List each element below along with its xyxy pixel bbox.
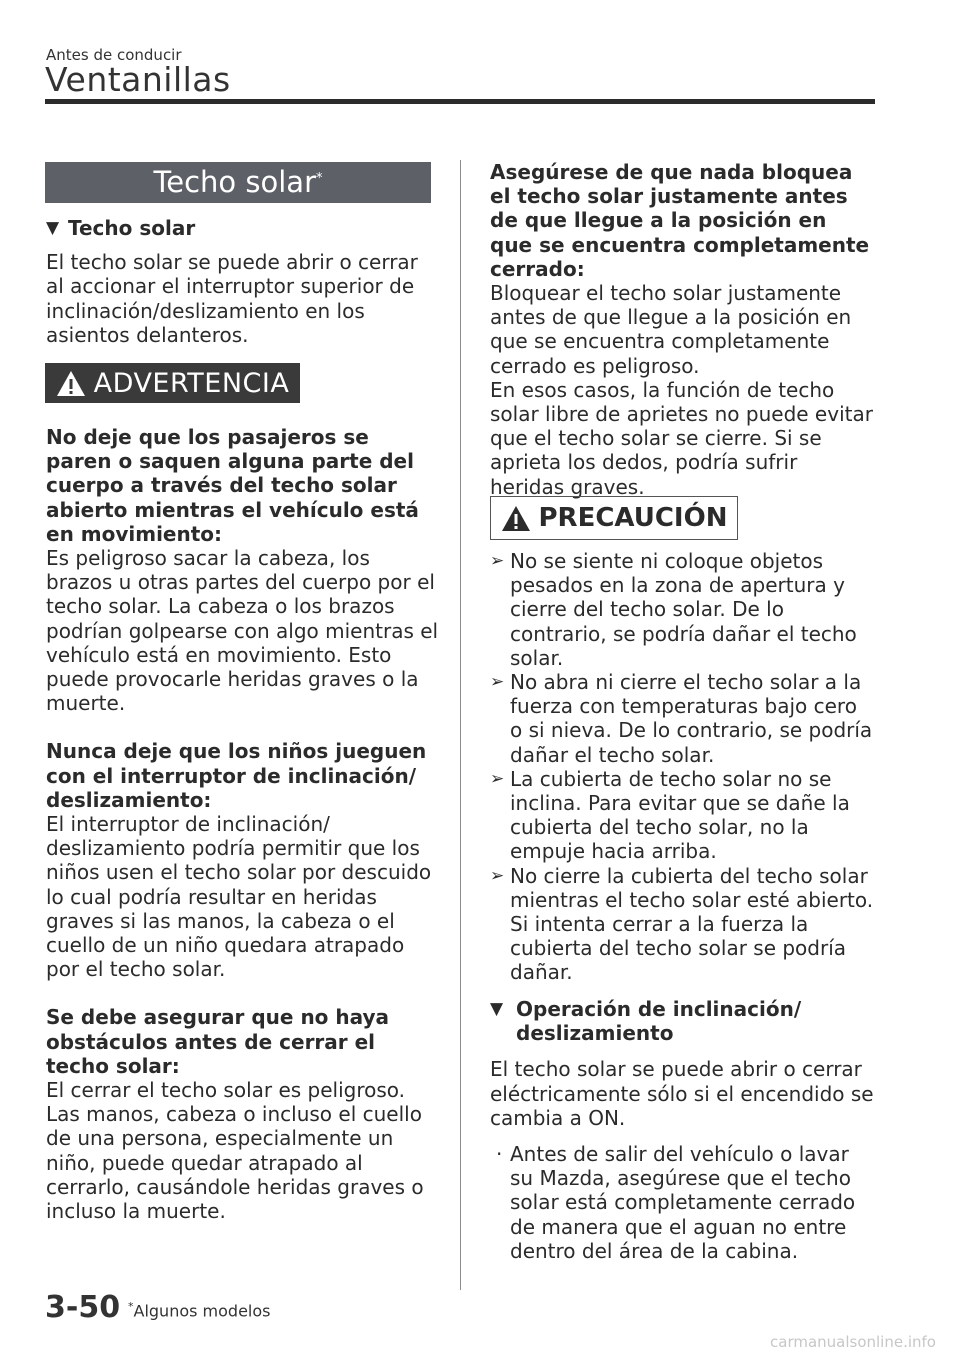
warning-label: ADVERTENCIA [93,367,290,399]
caution-item: ➢ No cierre la cubierta del techo solar mientras el techo solar esté abierto. Si intenta cerrar a la fuerza la cubierta del techo solar se podría dañar. [490,863,874,985]
chevron-right-icon: ➢ [490,865,505,886]
caution-item: ➢ No abra ni cierre el techo solar a la fuerza con temperaturas bajo cero o si nieva. De lo contrario, se podría dañar el techo solar. [490,670,873,767]
footnote: *Algunos modelos [128,1300,271,1321]
warning-content [46,425,441,1223]
caution-item: ➢ No se siente ni coloque objetos pesados en la zona de apertura y cierre del techo solar. De lo contrario, se podría dañar el techo solar. [490,549,857,670]
watermark: carmanualsonline.info [770,1333,936,1351]
warning-3-heading: Se debe asegurar que no haya obstáculos antes de cerrar el techo solar: [46,1005,390,1078]
page-number: 3-50 [45,1290,121,1325]
warning-4-heading: Asegúrese de que nada bloquea el techo solar justamente antes de que llegue a la posición en que se encuentra completamente cerrado: [490,160,870,281]
triangle-down-icon: ▼ [46,218,60,238]
section-title-bar [45,162,431,203]
warning-triangle-icon [56,370,86,397]
subheading-operation: ▼ Operación de inclinación/ deslizamiento [490,997,802,1046]
warning-2-heading: Nunca deje que los niños jueguen con el interruptor de inclinación/ deslizamiento: [46,739,427,812]
warning-2-body: El interruptor de inclinación/ deslizamiento podría permitir que los niños usen el techo solar por descuido lo cual podría resultar en heridas graves si las manos, la cabeza o el cuello de un niño quedara atrapado por el techo solar. [46,812,432,982]
subheading-techo-solar: ▼ Techo solar [46,216,196,240]
triangle-down-icon: ▼ [490,999,504,1019]
warning-3-body: El cerrar el techo solar es peligroso. Las manos, cabeza o incluso el cuello de una persona, especialmente un niño, puede quedar atrapado al cerrarlo, causándole heridas graves o incluso la muerte. [46,1078,424,1224]
warning-triangle-icon [501,505,531,532]
caution-box [490,496,738,540]
section-title: Techo solar [153,165,317,199]
warning-1-heading: No deje que los pasajeros se paren o saquen alguna parte del cuerpo a través del techo solar abierto mientras el vehículo está en movimiento: [46,425,419,546]
caution-list [490,549,875,985]
footnote-mark: * [128,1300,134,1313]
header-rule [45,99,875,104]
operation-note: · Antes de salir del vehículo o lavar su Mazda, asegúrese que el techo solar está completamente cerrado de manera que el aguan no entre dentro del área de la cabina. [496,1142,856,1263]
warning-1-body: Es peligroso sacar la cabeza, los brazos u otras partes del cuerpo por el techo solar. La cabeza o los brazos podrían golpearse con algo mientras el vehículo está en movimiento. Esto puede provocarle heridas graves o la muerte. [46,546,439,716]
title-footnote-mark: * [316,171,323,186]
operation-section [490,997,875,1263]
column-divider [460,160,461,1290]
caution-label: PRECAUCIÓN [538,503,728,533]
right-column-top [490,160,875,499]
caution-item: ➢ La cubierta de techo solar no se inclina. Para evitar que se dañe la cubierta del techo solar, no la empuje hacia arriba. [490,766,850,864]
section-label: Antes de conducir [46,46,182,64]
chevron-right-icon: ➢ [490,768,505,789]
intro-paragraph: El techo solar se puede abrir o cerrar al accionar el interruptor superior de inclinación/deslizamiento en los asientos delanteros. [46,250,418,347]
chapter-title: Ventanillas [45,60,231,99]
left-column-top [46,216,441,347]
warning-4-body: Bloquear el techo solar justamente antes de que llegue a la posición en que se encuentra completamente cerrado es peligroso. [490,281,852,378]
warning-box [45,363,300,403]
warning-4-body-2: En esos casos, la función de techo solar libre de aprietes no puede evitar que el techo solar se cierre. Si se aprieta los dedos, podría sufrir heridas graves. [490,377,873,499]
bullet-dot-icon: · [496,1142,503,1167]
operation-intro: El techo solar se puede abrir o cerrar eléctricamente sólo si el encendido se cambia a ON. [490,1057,874,1130]
chevron-right-icon: ➢ [490,672,505,693]
chevron-right-icon: ➢ [490,551,505,571]
